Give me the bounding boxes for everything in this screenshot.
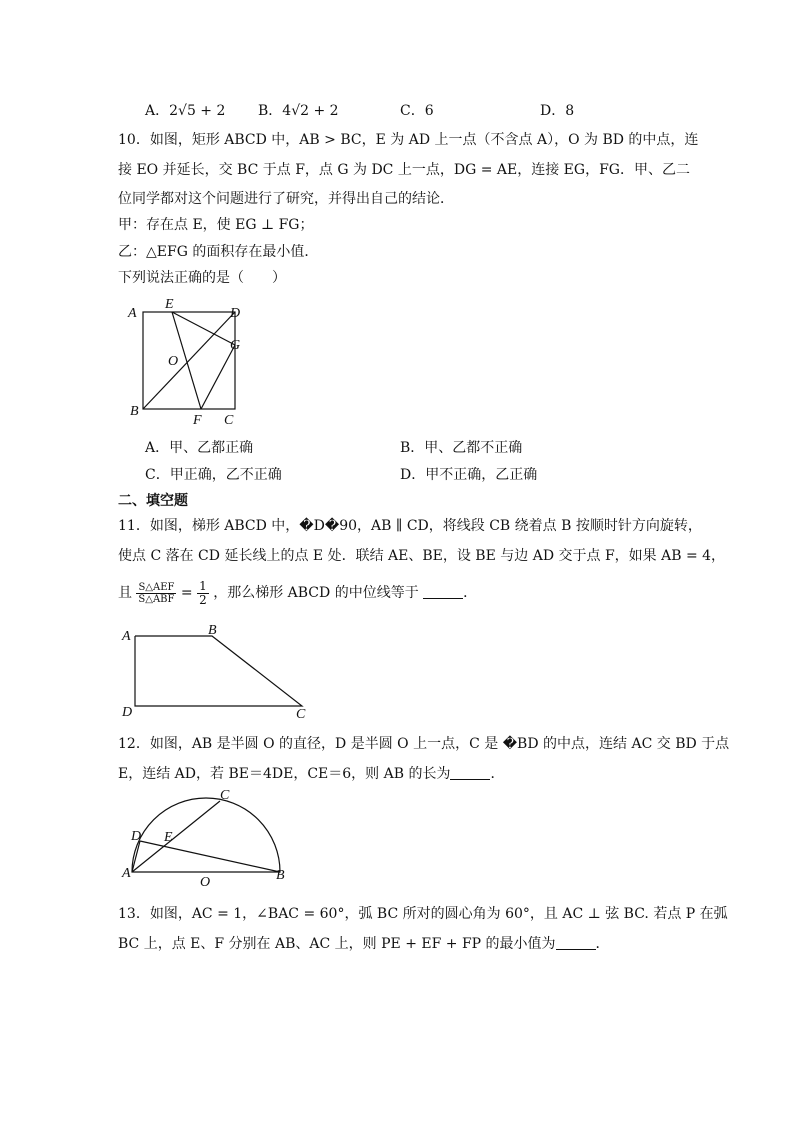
q12-line-2-text: E，连结 AD，若 BE＝4DE，CE＝6，则 AB 的长为 [118, 766, 451, 782]
q10-line-2: 接 EO 并延长，交 BC 于点 F，点 G 为 DC 上一点，DG = AE，连接 EG，FG．甲、乙二 [118, 162, 690, 178]
q13-end: ． [595, 936, 610, 952]
q11-equals: = [180, 585, 193, 601]
q10-line-1: 10．如图，矩形 ABCD 中，AB > BC，E 为 AD 上一点（不含点 A），O 为 BD 的中点，连 [118, 132, 699, 148]
q12-figure-semicircle [120, 787, 295, 887]
q10-label-b: B [130, 404, 139, 419]
q12-label-d: D [131, 829, 142, 844]
q10-label-f: F [193, 413, 202, 428]
q11-figure-trapezoid [120, 620, 320, 720]
q11-ratio-denominator: S△ABF [138, 593, 175, 605]
q10-statement-yi: 乙：△EFG 的面积存在最小值． [118, 244, 319, 260]
q12-label-e: E [164, 830, 173, 845]
q12-end: ． [490, 766, 505, 782]
q11-line-2: 使点 C 落在 CD 延长线上的点 E 处．联结 AE、BE，设 BE 与边 AD 交于点 F，如果 AB = 4， [118, 548, 726, 564]
q11-prefix: 且 [118, 585, 132, 601]
q11-ratio-numerator: S△AEF [138, 581, 175, 593]
q12-label-a: A [122, 866, 131, 881]
q9-option-b: B．4√2 + 2 [258, 103, 339, 119]
q10-option-a: A．甲、乙都正确 [145, 440, 254, 456]
q13-answer-blank[interactable] [556, 935, 596, 950]
q9-option-c: C．6 [400, 103, 434, 119]
q11-half-numerator: 1 [199, 578, 207, 593]
q11-label-c: C [296, 707, 306, 720]
q12-answer-blank[interactable] [450, 765, 490, 780]
q10-label-g: G [230, 338, 241, 353]
q11-end: ． [463, 585, 478, 601]
q10-line-3: 位同学都对这个问题进行了研究，并得出自己的结论． [118, 191, 454, 207]
q11-suffix: ，那么梯形 ABCD 的中位线等于 [213, 585, 419, 601]
q12-label-b: B [276, 868, 285, 883]
q9-option-d: D．8 [540, 103, 575, 119]
q13-line-2 [118, 934, 610, 954]
q11-label-a: A [122, 629, 131, 644]
q10-question: 下列说法正确的是（ ） [118, 270, 286, 286]
q12-label-o: O [200, 875, 211, 887]
q10-statement-jia: 甲：存在点 E，使 EG ⊥ FG； [118, 217, 314, 233]
q11-line-3 [118, 578, 477, 608]
q11-half [197, 580, 209, 607]
q10-option-d: D．甲不正确，乙正确 [400, 467, 538, 483]
q12-label-c: C [220, 788, 230, 803]
q10-option-b: B．甲、乙都不正确 [400, 440, 523, 456]
q13-line-2-text: BC 上，点 E、F 分别在 AB、AC 上，则 PE + EF + FP 的最小值为 [118, 936, 556, 952]
q11-line-1: 11．如图，梯形 ABCD 中，�D�90，AB ∥ CD，将线段 CB 绕着点 B 按顺时针方向旋转， [118, 518, 702, 534]
q10-label-e: E [165, 297, 174, 312]
q11-half-denominator: 2 [199, 592, 207, 607]
q12-line-2 [118, 764, 504, 784]
q11-label-b: B [208, 623, 217, 638]
q10-label-o: O [168, 354, 179, 369]
q10-label-d: D [230, 306, 241, 321]
q11-label-d: D [122, 705, 133, 720]
q9-option-a: A．2√5 + 2 [145, 103, 226, 119]
q10-label-a: A [128, 306, 137, 321]
q13-line-1: 13．如图，AC = 1，∠BAC = 60°，弧 BC 所对的圆心角为 60°，且 AC ⊥ 弦 BC. 若点 P 在弧 [118, 906, 728, 922]
section-title: 二、填空题 [118, 493, 188, 509]
q10-option-c: C．甲正确，乙不正确 [145, 467, 282, 483]
q12-line-1: 12．如图，AB 是半圆 O 的直径，D 是半圆 O 上一点，C 是 �BD 的中点，连结 AC 交 BD 于点 [118, 736, 730, 752]
q11-answer-blank[interactable] [423, 584, 463, 599]
q10-label-c: C [224, 413, 234, 428]
q11-area-ratio [136, 582, 176, 605]
q10-figure-rectangle [120, 295, 260, 430]
